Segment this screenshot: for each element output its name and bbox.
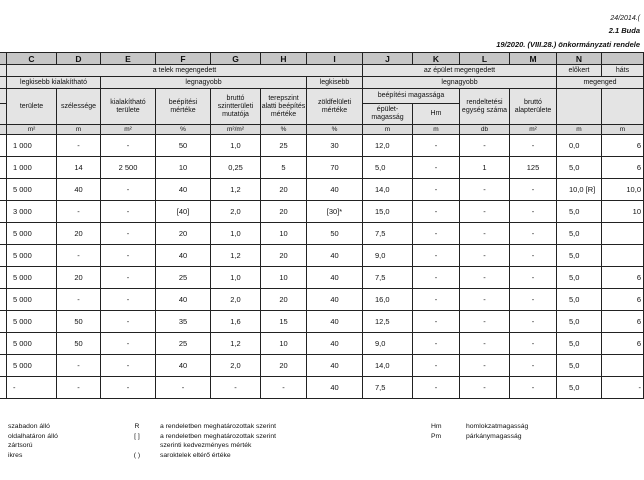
table-row xyxy=(0,311,644,333)
table-cell: - xyxy=(510,311,557,333)
column-letter: I xyxy=(307,53,363,65)
table-cell: - xyxy=(510,201,557,223)
table-cell: 14 xyxy=(57,157,101,179)
table-cell: - xyxy=(460,223,510,245)
table-cell: - xyxy=(57,201,101,223)
legend-text: a rendeletben meghatározottak szerint xyxy=(160,423,276,430)
table-cell: 20 xyxy=(261,179,307,201)
table-cell: - xyxy=(101,377,156,399)
table-cell: 5 000 xyxy=(7,355,57,377)
column-letter: K xyxy=(413,53,460,65)
legend-symbol xyxy=(122,441,152,451)
table-cell: 6 xyxy=(602,267,644,289)
table-cell: 6 xyxy=(602,157,644,179)
legend-abbreviations xyxy=(431,422,442,441)
table-cell: 40 xyxy=(307,333,363,355)
table-cell: 5,0 xyxy=(557,333,602,355)
table-cell: 20 xyxy=(261,355,307,377)
table-cell: 5 000 xyxy=(7,267,57,289)
column-letter: J xyxy=(363,53,413,65)
legend-text: a rendeletben meghatározottak szerint xyxy=(160,432,276,440)
table-cell: 2 500 xyxy=(101,157,156,179)
legend-symbol-meanings xyxy=(160,422,276,460)
unit-cell: % xyxy=(156,125,211,135)
table-cell: 40 xyxy=(156,245,211,267)
table-cell: - xyxy=(413,201,460,223)
legend-building-types xyxy=(8,422,58,460)
unit-cell: db xyxy=(460,125,510,135)
legend-abbr: Hm xyxy=(431,423,442,430)
table-cell: 40 xyxy=(156,289,211,311)
table-cell: 6 xyxy=(602,333,644,355)
table-cell: 10,0 [R] xyxy=(557,179,602,201)
table-cell: 6 xyxy=(602,289,644,311)
table-cell: 50 xyxy=(57,333,101,355)
unit-cell: m xyxy=(413,125,460,135)
subgroup-legkisebb-kialakithato: legkisebb kialakítható xyxy=(7,77,101,89)
table-cell: 125 xyxy=(510,157,557,179)
table-cell: - xyxy=(101,179,156,201)
header-beepitesi-magassaga: beépítési magassága xyxy=(363,89,460,104)
table-cell: 15 xyxy=(261,311,307,333)
table-cell: 5 000 xyxy=(7,245,57,267)
table-cell xyxy=(602,355,644,377)
table-cell: 0,0 xyxy=(557,135,602,157)
subgroup-legnagyobb-epulet: legnagyobb xyxy=(363,77,557,89)
header-beepitesi-merteke: beépítési mértéke xyxy=(156,89,211,125)
column-letter: E xyxy=(101,53,156,65)
unit-cell: m xyxy=(363,125,413,135)
table-cell: 16,0 xyxy=(363,289,413,311)
legend-text: ikres xyxy=(8,451,23,459)
table-cell: 10 xyxy=(261,223,307,245)
table-row xyxy=(0,223,644,245)
table-cell: - xyxy=(57,377,101,399)
unit-cell: m xyxy=(557,125,602,135)
table-cell: - xyxy=(101,355,156,377)
table-row xyxy=(0,201,644,223)
unit-cell: m²/m² xyxy=(211,125,261,135)
table-cell: - xyxy=(510,135,557,157)
header-epulet-magassag: épület-magasság xyxy=(363,104,413,125)
table-cell: 5,0 xyxy=(557,377,602,399)
table-cell: - xyxy=(101,289,156,311)
table-cell: 40 xyxy=(307,355,363,377)
legend-text: szabadon álló xyxy=(8,423,50,430)
subgroup-megengedett: megenged xyxy=(557,77,644,89)
table-row xyxy=(0,377,644,399)
table-cell: 50 xyxy=(156,135,211,157)
column-letter: N xyxy=(557,53,602,65)
table-cell: 5,0 xyxy=(557,267,602,289)
legend-symbol: [ ] xyxy=(134,432,140,440)
table-cell: - xyxy=(101,223,156,245)
table-cell: 12,0 xyxy=(363,135,413,157)
table-cell: 20 xyxy=(156,223,211,245)
table-cell: 3 000 xyxy=(7,201,57,223)
table-cell: 0,25 xyxy=(211,157,261,179)
table-row xyxy=(0,267,644,289)
table-cell: - xyxy=(510,179,557,201)
table-cell: 20 xyxy=(57,223,101,245)
table-cell: - xyxy=(510,223,557,245)
table-cell: 10 xyxy=(261,333,307,355)
table-cell: 1,2 xyxy=(211,179,261,201)
table-cell: 2,0 xyxy=(211,201,261,223)
table-cell: - xyxy=(413,267,460,289)
legend-symbol: ( ) xyxy=(133,451,141,459)
table-cell: - xyxy=(57,135,101,157)
table-cell: 40 xyxy=(307,289,363,311)
table-cell: 30 xyxy=(307,135,363,157)
legend-text: homlokzatmagasság xyxy=(466,423,529,430)
table-cell: - xyxy=(510,355,557,377)
header-hm: Hm xyxy=(413,104,460,125)
table-cell: 40 xyxy=(307,179,363,201)
table-cell: 1,0 xyxy=(211,135,261,157)
table-cell: - xyxy=(101,267,156,289)
table-cell: - xyxy=(460,311,510,333)
table-cell: [30]* xyxy=(307,201,363,223)
table-cell: 40 xyxy=(307,377,363,399)
group-header-telek: a telek megengedett xyxy=(7,65,363,77)
table-cell: - xyxy=(460,245,510,267)
table-cell: - xyxy=(413,135,460,157)
group-header-hats: háts xyxy=(602,65,644,77)
table-cell: - xyxy=(413,289,460,311)
group-header-elokert: előkert xyxy=(557,65,602,77)
column-letter xyxy=(602,53,644,65)
table-cell: 14,0 xyxy=(363,355,413,377)
table-cell: 6 xyxy=(602,311,644,333)
unit-cell: m² xyxy=(101,125,156,135)
table-cell: 10 xyxy=(261,267,307,289)
table-cell: 9,0 xyxy=(363,333,413,355)
table-row xyxy=(0,157,644,179)
header-reference: 24/2014.( xyxy=(610,15,640,22)
table-cell: - xyxy=(460,355,510,377)
legend-text: zártsorú xyxy=(8,442,33,449)
column-letter: H xyxy=(261,53,307,65)
legend-symbol: R xyxy=(134,423,140,430)
table-row xyxy=(0,355,644,377)
table-cell: 14,0 xyxy=(363,179,413,201)
column-letter: L xyxy=(460,53,510,65)
table-cell: 7,5 xyxy=(363,223,413,245)
table-cell: 40 xyxy=(307,311,363,333)
table-cell: - xyxy=(211,377,261,399)
unit-cell: m xyxy=(602,125,644,135)
table-cell: 9,0 xyxy=(363,245,413,267)
table-cell: 40 xyxy=(156,355,211,377)
table-cell: 1 xyxy=(460,157,510,179)
column-letter: F xyxy=(156,53,211,65)
table-cell: 40 xyxy=(307,245,363,267)
table-cell: 20 xyxy=(261,201,307,223)
table-cell: - xyxy=(510,333,557,355)
table-cell: 10,0 xyxy=(602,179,644,201)
table-cell: 1,2 xyxy=(211,333,261,355)
header-kialakithato-terulete: kialakítható területe xyxy=(101,89,156,125)
unit-cell: % xyxy=(307,125,363,135)
header-regulation: 19/2020. (VIII.28.) önkormányzati rendele xyxy=(496,40,640,49)
table-cell: - xyxy=(510,267,557,289)
table-cell: - xyxy=(413,377,460,399)
header-brutto-szintteruleti: bruttó szintterületi mutatója xyxy=(211,89,261,125)
column-letter: D xyxy=(57,53,101,65)
table-cell: 5,0 xyxy=(557,201,602,223)
legend-text: párkánymagasság xyxy=(466,432,522,440)
table-cell: 35 xyxy=(156,311,211,333)
table-cell: 5,0 xyxy=(363,157,413,179)
table-cell: - xyxy=(413,223,460,245)
table-cell: - xyxy=(460,377,510,399)
table-cell: 5,0 xyxy=(557,157,602,179)
table-cell: 10 xyxy=(156,157,211,179)
table-row xyxy=(0,179,644,201)
table-cell: - xyxy=(413,355,460,377)
table-cell: 20 xyxy=(261,289,307,311)
table-cell: 5,0 xyxy=(557,245,602,267)
table-cell: 2,0 xyxy=(211,355,261,377)
table-cell: - xyxy=(57,245,101,267)
header-rendeltetesi-egyseg: rendeltetési egység száma xyxy=(460,89,510,125)
unit-cell: m² xyxy=(510,125,557,135)
column-letter: M xyxy=(510,53,557,65)
header-brutto-alapterulete: bruttó alapterülete xyxy=(510,89,557,125)
unit-cell: m² xyxy=(7,125,57,135)
table-cell: - xyxy=(101,135,156,157)
table-cell: 1 000 xyxy=(7,135,57,157)
table-cell: 25 xyxy=(156,333,211,355)
header-section: 2.1 Buda xyxy=(608,26,640,35)
table-cell: [40] xyxy=(156,201,211,223)
table-cell: - xyxy=(602,377,644,399)
table-cell: - xyxy=(413,245,460,267)
table-cell: 5 000 xyxy=(7,311,57,333)
table-cell: - xyxy=(413,157,460,179)
table-cell: - xyxy=(101,333,156,355)
table-cell: 1,6 xyxy=(211,311,261,333)
table-cell: - xyxy=(101,245,156,267)
table-cell: - xyxy=(510,245,557,267)
table-cell: 5 000 xyxy=(7,223,57,245)
table-cell: 5 xyxy=(261,157,307,179)
table-cell: - xyxy=(261,377,307,399)
table-cell: 15,0 xyxy=(363,201,413,223)
table-cell: - xyxy=(460,201,510,223)
legend-text: szerinti kedvezményes mérték xyxy=(160,442,252,449)
table-cell: - xyxy=(101,201,156,223)
table-cell: - xyxy=(460,289,510,311)
table-cell: 1,0 xyxy=(211,223,261,245)
table-cell: 2,0 xyxy=(211,289,261,311)
table-cell: - xyxy=(101,311,156,333)
table-row xyxy=(0,333,644,355)
table-cell: - xyxy=(413,333,460,355)
table-row xyxy=(0,245,644,267)
table-cell: 25 xyxy=(156,267,211,289)
table-cell: 6 xyxy=(602,135,644,157)
table-cell: 20 xyxy=(57,267,101,289)
table-cell: - xyxy=(7,377,57,399)
column-letter: C xyxy=(7,53,57,65)
table-row xyxy=(0,289,644,311)
column-letter-row xyxy=(0,53,644,65)
subgroup-legnagyobb-telek: legnagyobb xyxy=(101,77,307,89)
table-cell: 5,0 xyxy=(557,289,602,311)
table-cell: 5,0 xyxy=(557,311,602,333)
legend-symbols xyxy=(122,422,152,460)
table-cell: - xyxy=(413,179,460,201)
table-cell: 5 000 xyxy=(7,333,57,355)
column-letter: G xyxy=(211,53,261,65)
table-cell: 10 xyxy=(602,201,644,223)
unit-cell: % xyxy=(261,125,307,135)
table-cell: 40 xyxy=(57,179,101,201)
legend-text: oldalhatáron álló xyxy=(8,432,58,440)
table-cell: - xyxy=(460,333,510,355)
table-cell xyxy=(602,245,644,267)
table-cell: 1,0 xyxy=(211,267,261,289)
table-cell: 40 xyxy=(156,179,211,201)
unit-cell: m xyxy=(57,125,101,135)
legend-abbr: Pm xyxy=(431,432,442,440)
table-cell: - xyxy=(510,289,557,311)
units-row xyxy=(0,125,644,135)
header-zoldfeluleti-merteke: zöldfelületi mértéke xyxy=(307,89,363,125)
table-cell: 7,5 xyxy=(363,267,413,289)
table-cell: 5,0 xyxy=(557,355,602,377)
table-cell: - xyxy=(156,377,211,399)
table-cell: 70 xyxy=(307,157,363,179)
table-cell: 1,2 xyxy=(211,245,261,267)
subgroup-legkisebb: legkisebb xyxy=(307,77,363,89)
table-cell: - xyxy=(460,267,510,289)
header-terepszint-alatti: terepszint alatti beépítés mértéke xyxy=(261,89,307,125)
table-cell: - xyxy=(460,135,510,157)
table-cell: 12,5 xyxy=(363,311,413,333)
table-cell: 5,0 xyxy=(557,223,602,245)
table-cell xyxy=(602,223,644,245)
table-cell: - xyxy=(510,377,557,399)
table-cell: - xyxy=(460,179,510,201)
table-cell: 50 xyxy=(307,223,363,245)
table-row xyxy=(0,135,644,157)
header-terulete: területe xyxy=(7,89,57,125)
table-cell: 25 xyxy=(261,135,307,157)
table-cell: 7,5 xyxy=(363,377,413,399)
table-cell: 5 000 xyxy=(7,289,57,311)
table-cell: 40 xyxy=(307,267,363,289)
table-cell: - xyxy=(57,355,101,377)
legend-text: saroktelek eltérő értéke xyxy=(160,451,231,459)
group-header-epulet: az épület megengedett xyxy=(363,65,557,77)
header-szelessege: szélessége xyxy=(57,89,101,125)
table-cell: 20 xyxy=(261,245,307,267)
table-cell: 50 xyxy=(57,311,101,333)
regulation-table xyxy=(0,52,644,399)
table-cell: - xyxy=(413,311,460,333)
legend-abbreviation-meanings xyxy=(466,422,528,441)
table-cell: 1 000 xyxy=(7,157,57,179)
table-cell: 5 000 xyxy=(7,179,57,201)
table-cell: - xyxy=(57,289,101,311)
